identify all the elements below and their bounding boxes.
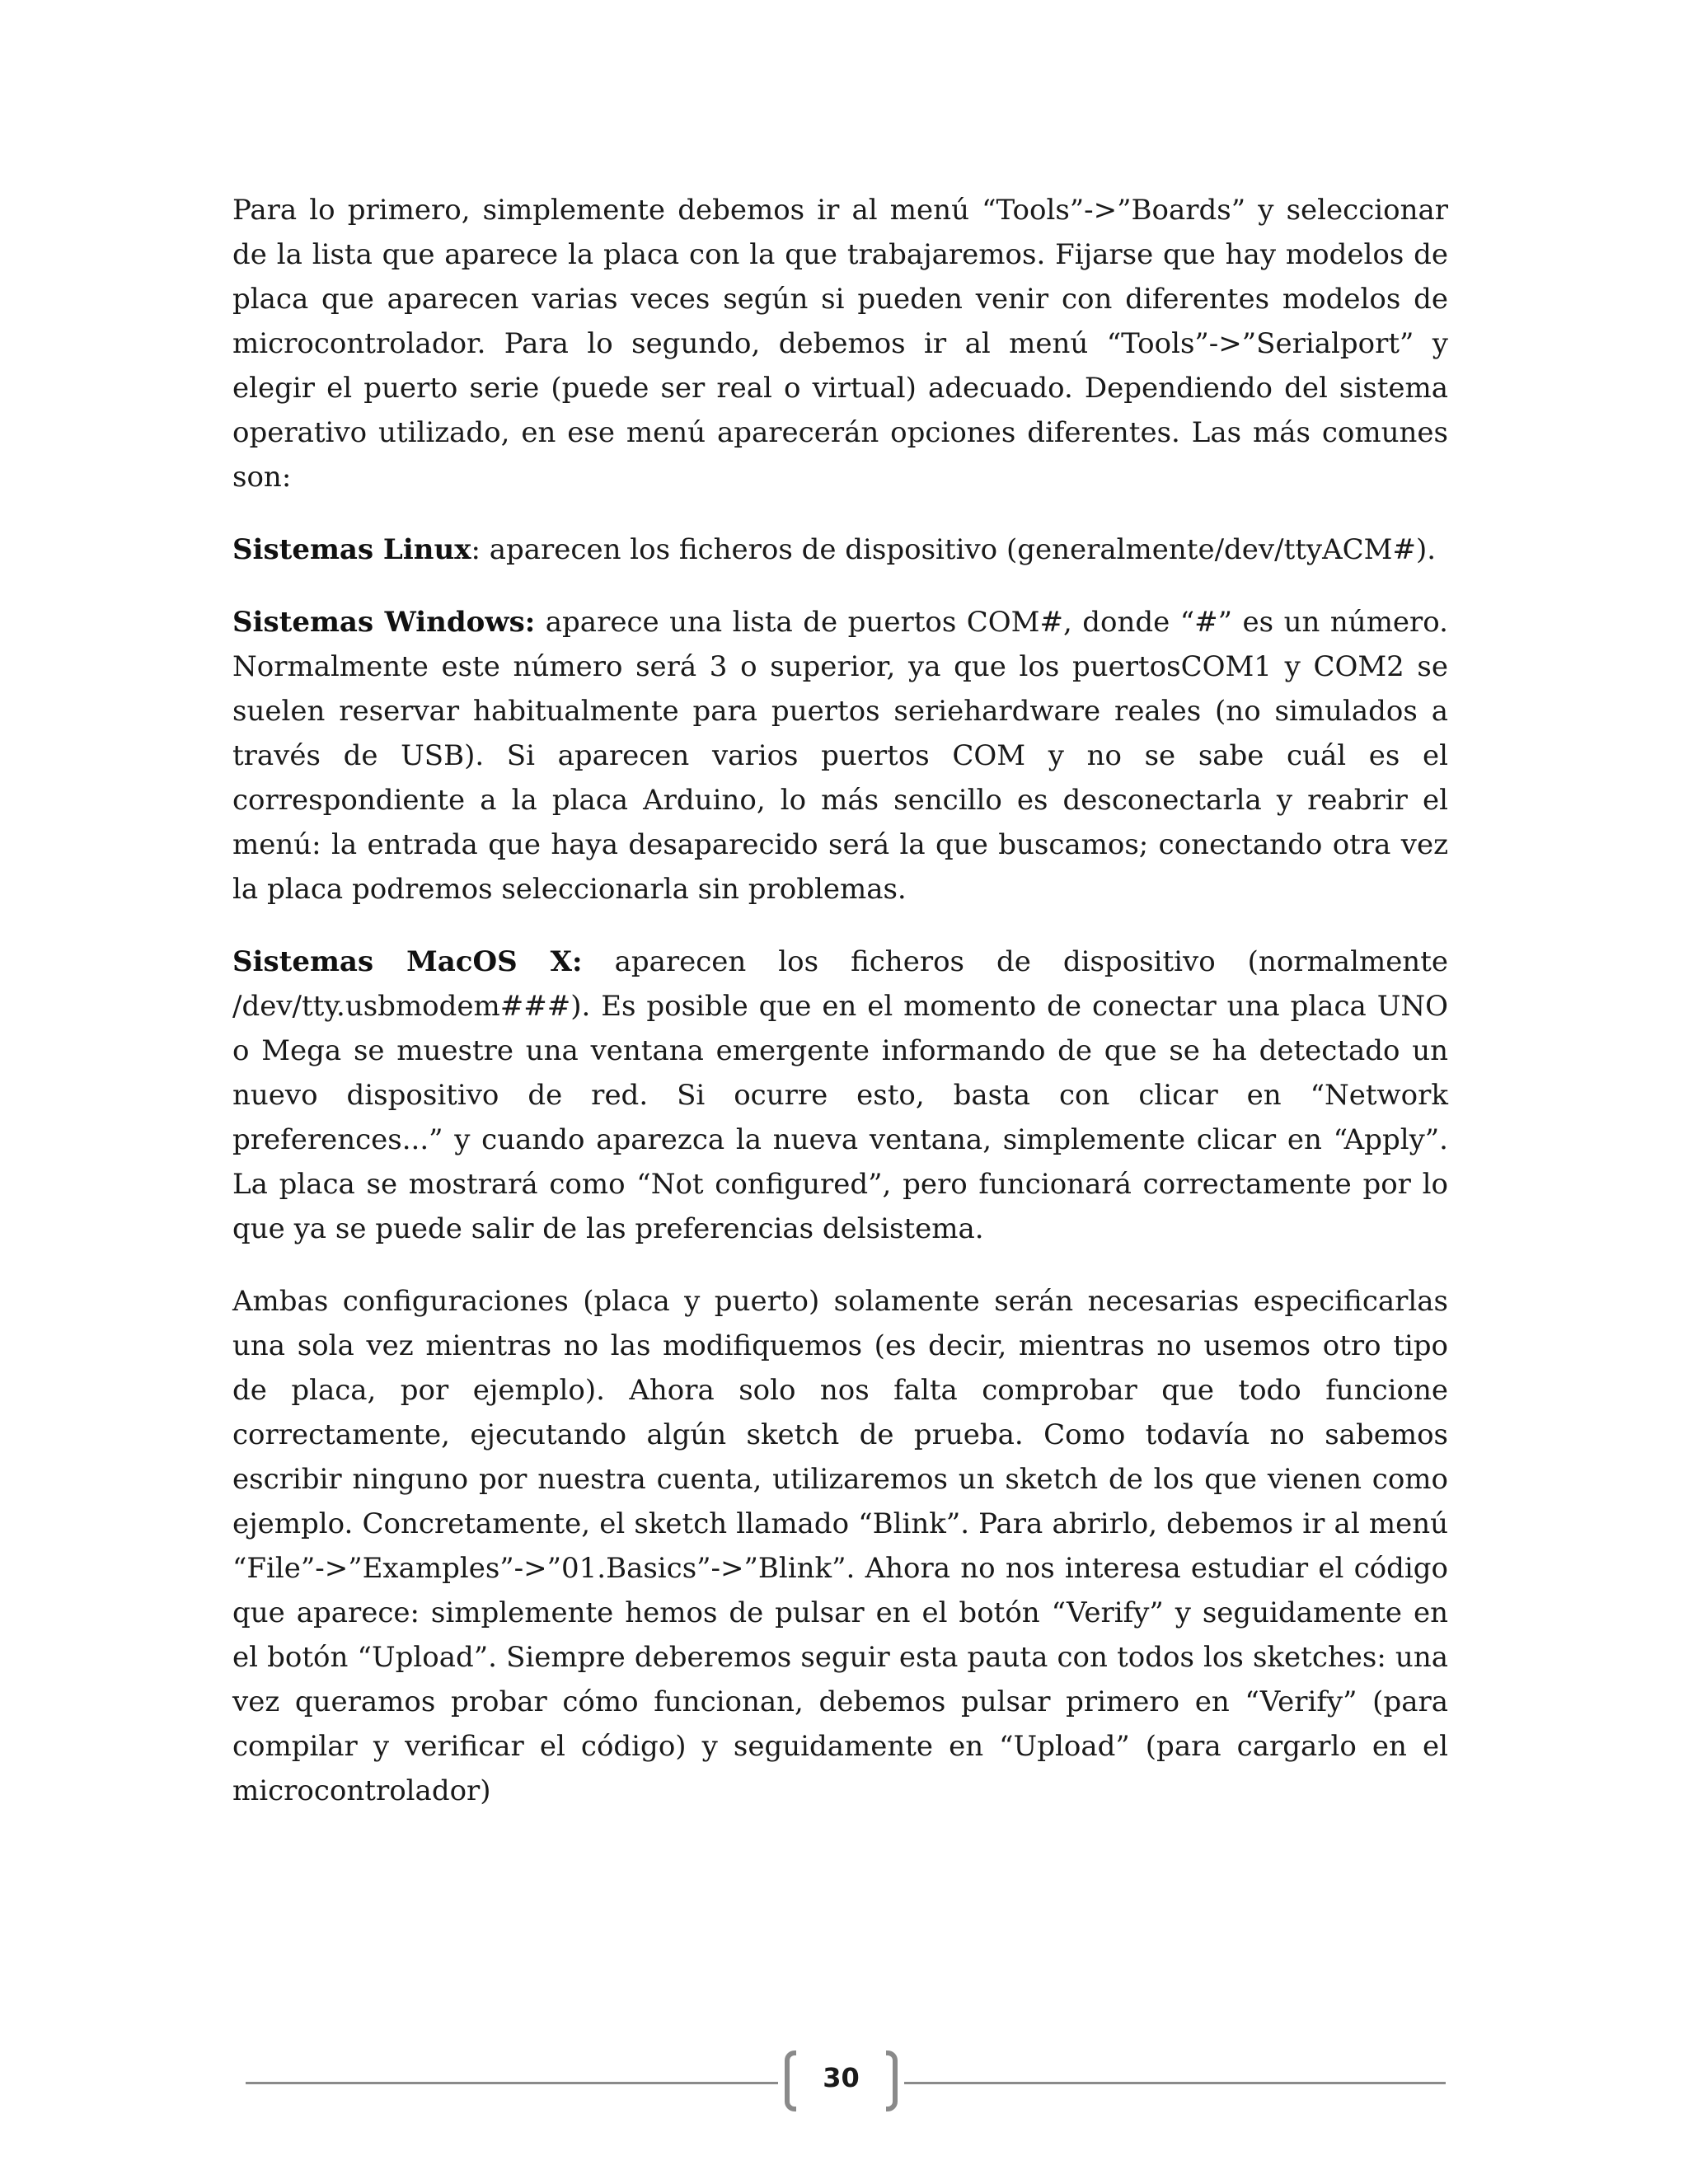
footer-bracket-right xyxy=(886,2050,898,2111)
paragraph-text: Para lo primero, simplemente debemos ir al menú “Tools”->”Boards” y seleccionar de la lista que aparece la placa con la que trabajaremos. Fijarse que hay modelos de placa que aparecen varias veces según si pueden venir con diferentes modelos de microcontrolador. Para lo segundo, debemos ir al menú “Tools”->”Serialport” y elegir el puerto serie (puede ser real o virtual) adecuado. Dependiendo del sistema operativo utilizado, en ese menú aparecerán opciones diferentes. Las más comunes son: xyxy=(232,194,1448,494)
paragraph-lead: Sistemas Windows: xyxy=(232,606,536,639)
paragraph-configuration xyxy=(232,1279,1448,1813)
footer-rule-left xyxy=(246,2082,778,2084)
footer-rule-right xyxy=(904,2082,1446,2084)
paragraph-intro xyxy=(232,188,1448,499)
page-number: 30 xyxy=(823,2062,860,2093)
paragraph-lead: Sistemas MacOS X: xyxy=(232,945,583,978)
paragraph-lead: Sistemas Linux xyxy=(232,533,471,566)
paragraph-text: aparece una lista de puertos COM#, donde “#” es un número. Normalmente este número será 3 o superior, ya que los puertosCOM1 y COM2 se suelen reservar habitualmente para puertos seriehardware reales (no simulados a través de USB). Si aparecen varios puertos COM y no se sabe cuál es el correspondiente a la placa Arduino, lo más sencillo es desconectarla y reabrir el menú: la entrada que haya desaparecido será la que buscamos; conectando otra vez la placa podremos seleccionarla sin problemas. xyxy=(232,606,1448,906)
paragraph-text: : aparecen los ficheros de dispositivo (generalmente/dev/ttyACM#). xyxy=(471,533,1437,566)
paragraph-linux xyxy=(232,527,1448,572)
paragraph-macos xyxy=(232,940,1448,1251)
body-text xyxy=(232,188,1448,1841)
paragraph-text: Ambas configuraciones (placa y puerto) solamente serán necesarias especificarlas una sola vez mientras no las modifiquemos (es decir, mientras no usemos otro tipo de placa, por ejemplo). Ahora solo nos falta comprobar que todo funcione correctamente, ejecutando algún sketch de prueba. Como todavía no sabemos escribir ninguno por nuestra cuenta, utilizaremos un sketch de los que vienen como ejemplo. Concretamente, el sketch llamado “Blink”. Para abrirlo, debemos ir al menú “File”->”Examples”->”01.Basics”->”Blink”. Ahora no nos interesa estudiar el código que aparece: simplemente hemos de pulsar en el botón “Verify” y seguidamente en el botón “Upload”. Siempre deberemos seguir esta pauta con todos los sketches: una vez queramos probar cómo funcionan, debemos pulsar primero en “Verify” (para compilar y verificar el código) y seguidamente en “Upload” (para cargarlo en el microcontrolador) xyxy=(232,1285,1448,1807)
footer-bracket-left xyxy=(785,2050,796,2111)
paragraph-text: aparecen los ficheros de dispositivo (normalmente /dev/tty.usbmodem###). Es posible que en el momento de conectar una placa UNO o Mega se muestre una ventana emergente informando de que se ha detectado un nuevo dispositivo de red. Si ocurre esto, basta con clicar en “Network preferences...” y cuando aparezca la nueva ventana, simplemente clicar en “Apply”. La placa se mostrará como “Not configured”, pero funcionará correctamente por lo que ya se puede salir de las preferencias delsistema. xyxy=(232,945,1448,1245)
paragraph-windows xyxy=(232,600,1448,912)
